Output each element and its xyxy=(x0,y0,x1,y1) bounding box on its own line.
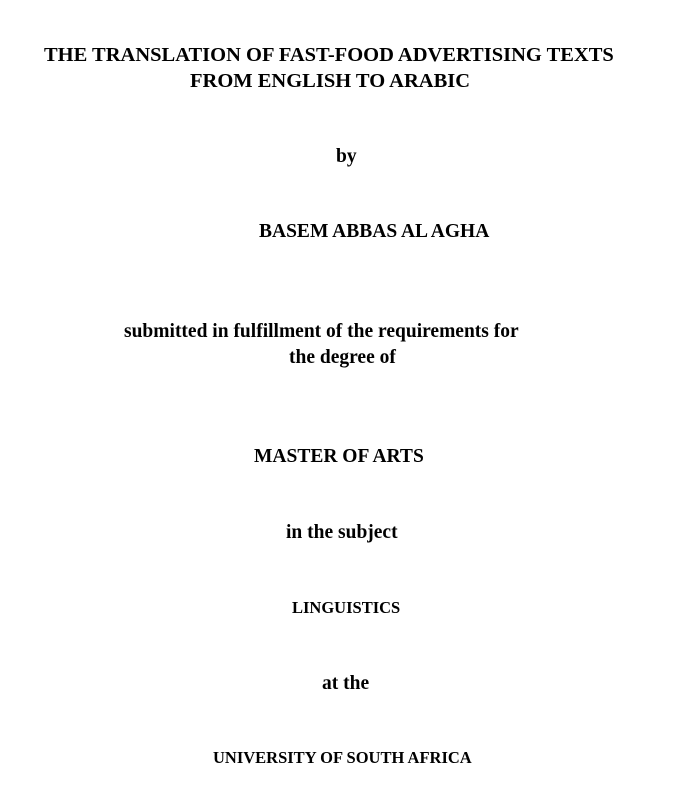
submission-statement-line-1: submitted in fulfillment of the requirements for xyxy=(124,321,519,342)
degree-name: MASTER OF ARTS xyxy=(254,446,424,467)
at-the-label: at the xyxy=(322,673,370,694)
thesis-title-line-1: THE TRANSLATION OF FAST-FOOD ADVERTISING TEXTS xyxy=(44,44,614,66)
submission-statement-line-2: the degree of xyxy=(289,347,396,368)
author-name: BASEM ABBAS AL AGHA xyxy=(259,221,490,242)
thesis-title-line-2: FROM ENGLISH TO ARABIC xyxy=(190,70,471,92)
by-label: by xyxy=(336,146,357,167)
subject-name: LINGUISTICS xyxy=(292,598,401,617)
university-name: UNIVERSITY OF SOUTH AFRICA xyxy=(213,748,472,767)
in-the-subject-label: in the subject xyxy=(286,522,398,543)
